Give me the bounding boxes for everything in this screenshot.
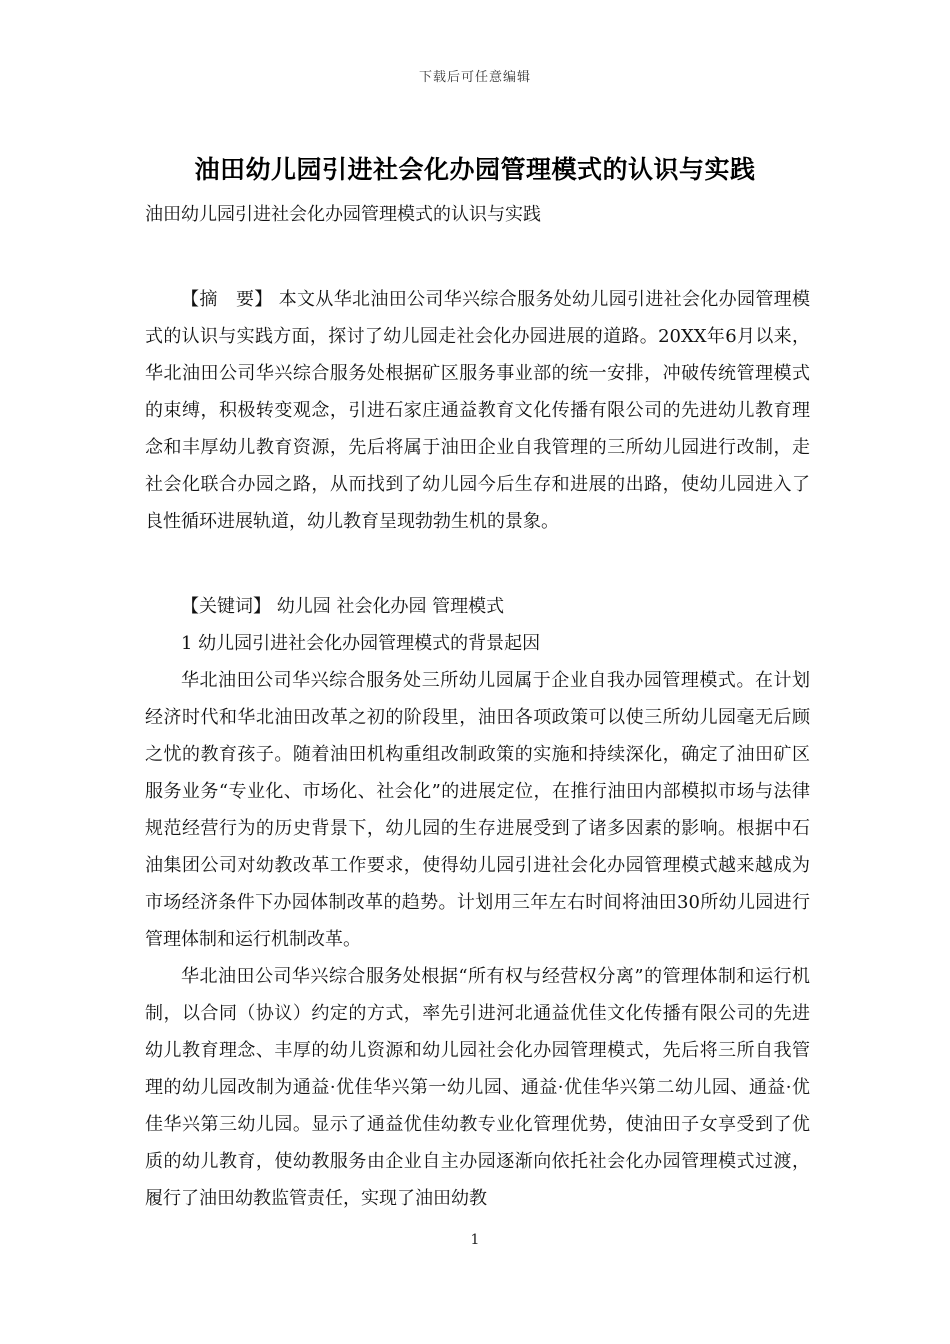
spacer	[145, 540, 810, 588]
abstract-text: 本文从华北油田公司华兴综合服务处幼儿园引进社会化办园管理模式的认识与实践方面，探讨了幼儿园走社会化办园进展的道路。20XX年6月以来，华北油田公司华兴综合服务处根据矿区服务事业部的统一安排，冲破传统管理模式的束缚，积极转变观念，引进石家庄通益教育文化传播有限公司的先进幼儿教育理念和丰厚幼儿教育资源，先后将属于油田企业自我管理的三所幼儿园进行改制，走社会化联合办园之路，从而找到了幼儿园今后生存和进展的出路，使幼儿园进入了良性循环进展轨道，幼儿教育呈现勃勃生机的景象。	[145, 289, 811, 532]
body-paragraph-2: 华北油田公司华兴综合服务处根据“所有权与经营权分离”的管理体制和运行机制，以合同（协议）约定的方式，率先引进河北通益优佳文化传播有限公司的先进幼儿教育理念、丰厚的幼儿资源和幼儿园社会化办园管理模式，先后将三所自我管理的幼儿园改制为通益·优佳华兴第一幼儿园、通益·优佳华兴第二幼儿园、通益·优佳华兴第三幼儿园。显示了通益优佳幼教专业化管理优势，使油田子女享受到了优质的幼儿教育，使幼教服务由企业自主办园逐渐向依托社会化办园管理模式过渡，履行了油田幼教监管责任，实现了油田幼教	[145, 966, 810, 1209]
keywords-text: 幼儿园 社会化办园 管理模式	[271, 596, 505, 617]
body-paragraph-1: 华北油田公司华兴综合服务处三所幼儿园属于企业自我办园管理模式。在计划经济时代和华北油田改革之初的阶段里，油田各项政策可以使三所幼儿园毫无后顾之忧的教育孩子。随着油田机构重组改制政策的实施和持续深化，确定了油田矿区服务业务“专业化、市场化、社会化”的进展定位，在推行油田内部模拟市场与法律规范经营行为的历史背景下，幼儿园的生存进展受到了诸多因素的影响。根据中石油集团公司对幼教改革工作要求，使得幼儿园引进社会化办园管理模式越来越成为市场经济条件下办园体制改革的趋势。计划用三年左右时间将油田30所幼儿园进行管理体制和运行机制改革。	[145, 670, 810, 950]
abstract-paragraph	[145, 281, 810, 540]
header-note: 下载后可任意编辑	[418, 70, 531, 85]
document-title: 油田幼儿园引进社会化办园管理模式的认识与实践	[194, 155, 756, 184]
spacer	[145, 233, 810, 281]
keywords-paragraph	[145, 588, 810, 625]
keywords-label: 【关键词】	[181, 596, 271, 617]
page-number: 1	[470, 1232, 480, 1248]
document-body	[145, 196, 810, 1217]
section-heading: 1 幼儿园引进社会化办园管理模式的背景起因	[181, 633, 541, 654]
document-subtitle: 油田幼儿园引进社会化办园管理模式的认识与实践	[145, 204, 541, 225]
abstract-label: 【摘 要】	[181, 289, 273, 310]
